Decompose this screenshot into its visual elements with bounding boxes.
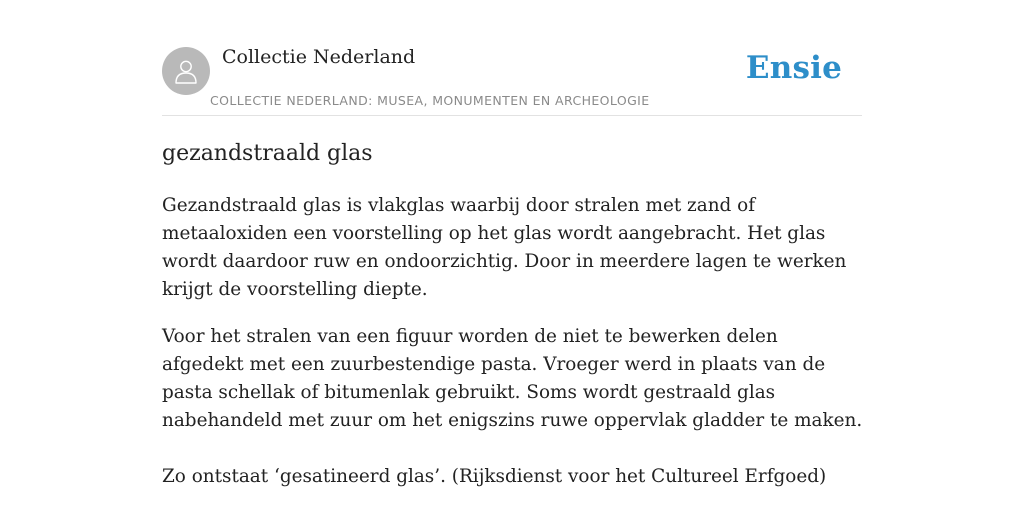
avatar[interactable] xyxy=(162,47,210,95)
user-silhouette-icon xyxy=(171,56,201,86)
article-body xyxy=(162,192,864,491)
article-paragraph: Voor het stralen van een figuur worden de niet te bewerken delen afgedekt met een zuurbestendige pasta. Vroeger werd in plaats van de pasta schellak of bitumenlak gebruikt. Soms wordt gestraald glas nabehandeld met zuur om het enigszins ruwe oppervlak gladder te maken. xyxy=(162,326,863,431)
page-title: gezandstraald glas xyxy=(162,141,373,166)
article-paragraph: Gezandstraald glas is vlakglas waarbij door stralen met zand of metaaloxiden een voorstelling op het glas wordt aangebracht. Het glas wordt daardoor ruw en ondoorzichtig. Door in meerdere lagen te werken krijgt de voorstelling diepte. xyxy=(162,195,847,300)
author-name[interactable]: Collectie Nederland xyxy=(222,46,416,68)
page xyxy=(162,0,862,512)
ensie-logo[interactable]: Ensie xyxy=(745,50,842,86)
author-subtitle: COLLECTIE NEDERLAND: MUSEA, MONUMENTEN EN ARCHEOLOGIE xyxy=(210,93,650,108)
article-paragraph: Zo ontstaat ‘gesatineerd glas’. (Rijksdienst voor het Cultureel Erfgoed) xyxy=(162,466,827,487)
header xyxy=(162,0,862,116)
